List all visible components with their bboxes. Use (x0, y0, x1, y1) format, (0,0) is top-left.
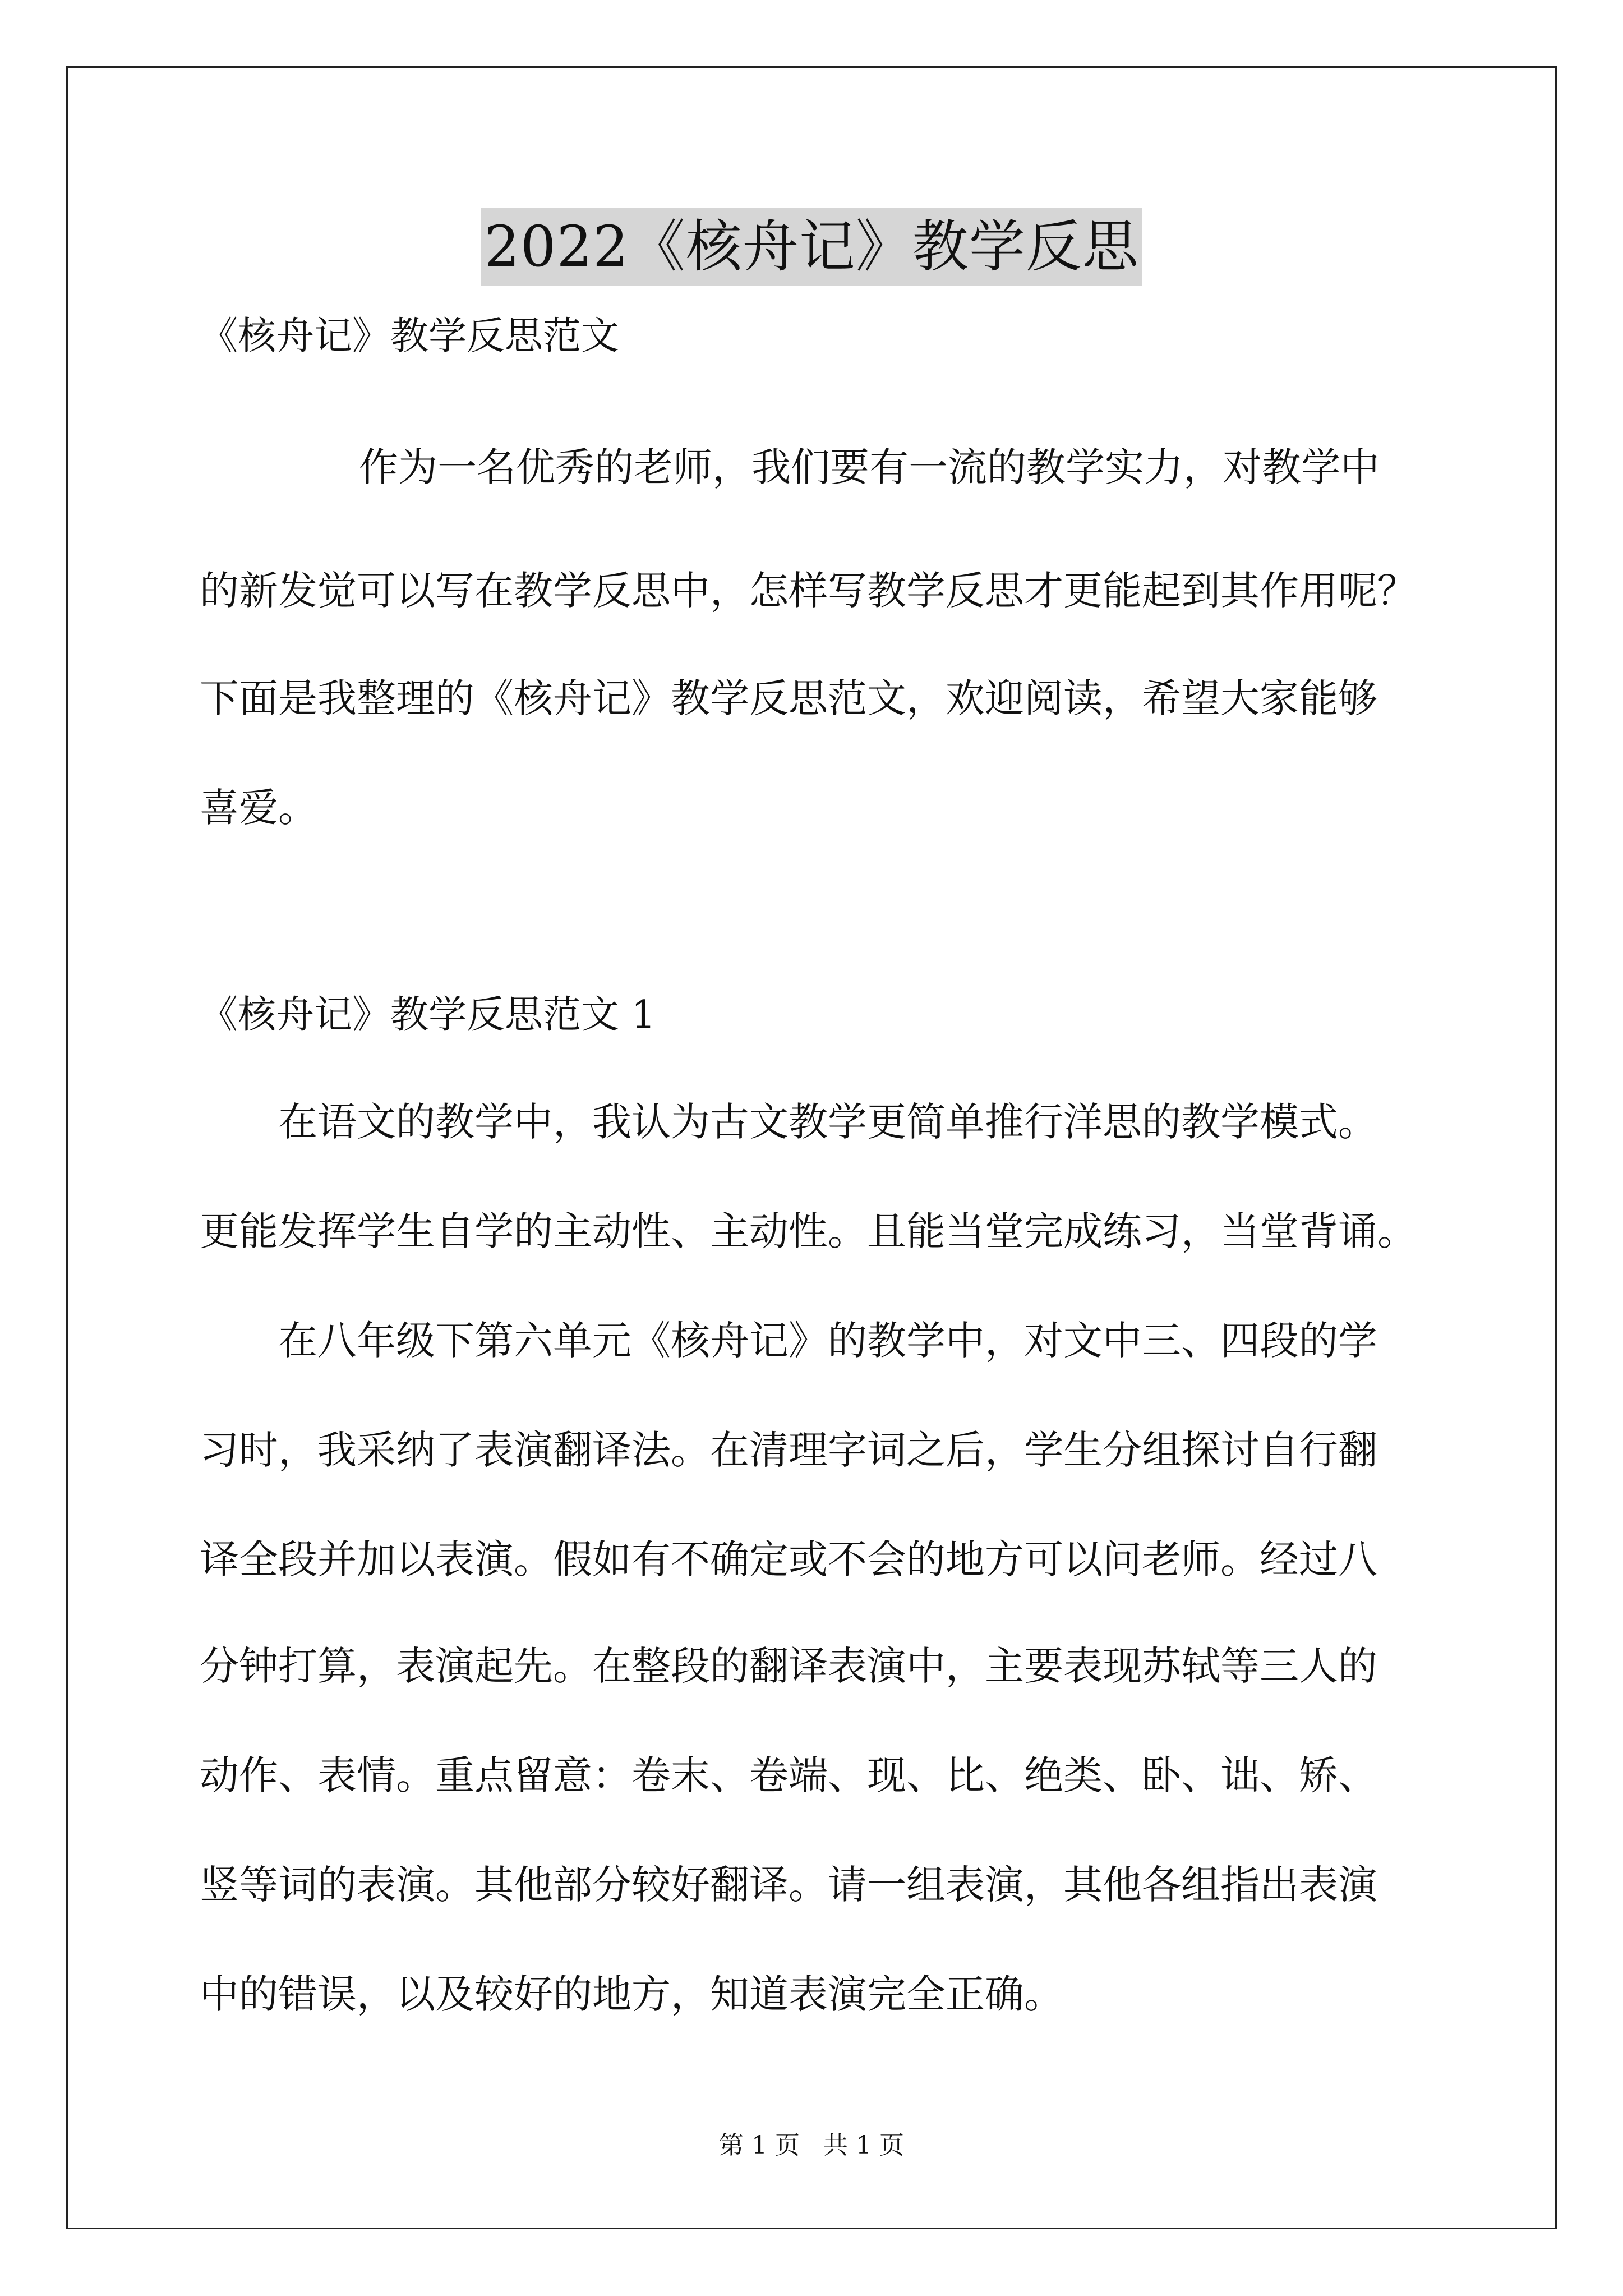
page-total: 共 1 页 (823, 2131, 904, 2160)
para2-line-3: 译全段并加以表演。假如有不确定或不会的地方可以问老师。经过八 (200, 1536, 1377, 1582)
para2-line-5: 动作、表情。重点留意：卷末、卷端、现、比、绝类、卧、诎、矫、 (200, 1752, 1377, 1798)
section-heading: 《核舟记》教学反思范文 1 (200, 993, 656, 1037)
para2-line-2: 习时，我采纳了表演翻译法。在清理字词之后，学生分组探讨自行翻 (200, 1427, 1377, 1473)
para1-line-1: 在语文的教学中，我认为古文教学更简单推行洋思的教学模式。 (278, 1099, 1377, 1145)
document-title: 2022《核舟记》教学反思 (481, 208, 1142, 286)
document-subtitle: 《核舟记》教学反思范文 (200, 314, 620, 358)
para2-line-7: 中的错误，以及较好的地方，知道表演完全正确。 (200, 1971, 1063, 2017)
para1-line-2: 更能发挥学生自学的主动性、主动性。且能当堂完成练习，当堂背诵。 (200, 1208, 1417, 1254)
intro-line-2: 的新发觉可以写在教学反思中，怎样写教学反思才更能起到其作用呢？ (200, 568, 1417, 614)
page-footer (0, 2129, 1623, 2162)
para2-line-4: 分钟打算，表演起先。在整段的翻译表演中，主要表现苏轼等三人的 (200, 1643, 1377, 1689)
para2-line-1: 在八年级下第六单元《核舟记》的教学中，对文中三、四段的学 (278, 1318, 1377, 1364)
intro-line-1: 作为一名优秀的老师，我们要有一流的教学实力，对教学中 (359, 444, 1380, 490)
intro-line-3: 下面是我整理的《核舟记》教学反思范文，欢迎阅读，希望大家能够 (200, 675, 1377, 721)
intro-line-4: 喜爱。 (200, 785, 317, 831)
para2-line-6: 竖等词的表演。其他部分较好翻译。请一组表演，其他各组指出表演 (200, 1862, 1377, 1908)
title-container (0, 208, 1623, 286)
page-current: 第 1 页 (719, 2131, 800, 2160)
